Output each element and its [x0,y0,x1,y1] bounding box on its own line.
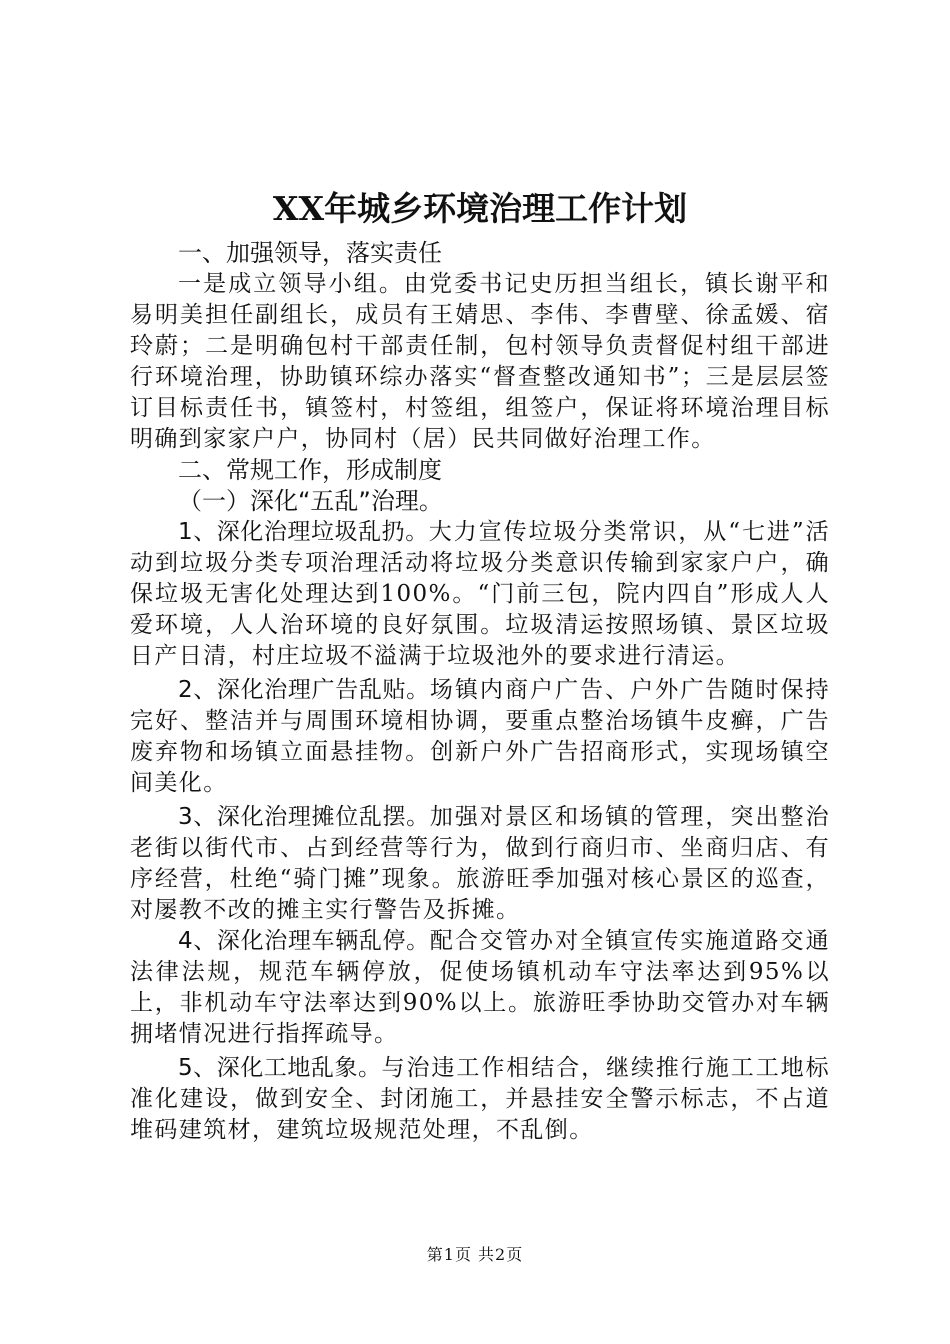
item-paragraph-4 [130,926,830,1050]
document-title: XX年城乡环境治理工作计划 [272,189,688,228]
section-1-heading: 一、加强领导，落实责任 [178,239,442,267]
item-5-lead: 5、深化工地乱象。 [178,1055,382,1081]
section-2-subheading: （一）深化“五乱”治理。 [178,487,443,515]
page-number-footer: 第1页 共2页 [426,1245,524,1264]
item-1-lead: 1、深化治理垃圾乱扔。 [178,519,429,545]
item-3-lead: 3、深化治理摊位乱摆。 [178,804,430,830]
item-paragraph-5 [130,1053,830,1146]
item-2-lead: 2、深化治理广告乱贴。 [178,677,430,703]
item-1-text: 大力宣传垃圾分类常识，从“七进”活动到垃圾分类专项治理活动将垃圾分类意识传输到家家户户，确保垃圾无害化处理达到100%。“门前三包，院内四自”形成人人爱环境，人人治环境的良好氛围。垃圾清运按照场镇、景区垃圾日产日清，村庄垃圾不溢满于垃圾池外的要求进行清运。 [130,519,830,669]
item-5-text: 与治违工作相结合，继续推行施工工地标准化建设，做到安全、封闭施工，并悬挂安全警示标志，不占道堆码建筑材，建筑垃圾规范处理，不乱倒。 [130,1055,831,1143]
section-1-paragraph: 一是成立领导小组。由党委书记史历担当组长，镇长谢平和易明美担任副组长，成员有王婧思、李伟、李曹壁、徐孟媛、宿玲蔚；二是明确包村干部责任制，包村领导负责督促村组干部进行环境治理，协助镇环综办落实“督查整改通知书”；三是层层签订目标责任书，镇签村，村签组，组签户，保证将环境治理目标明确到家家户户，协同村（居）民共同做好治理工作。 [130,271,830,452]
document-body [130,186,830,1146]
item-3-text: 加强对景区和场镇的管理，突出整治老街以街代市、占到经营等行为，做到行商归市、坐商归店、有序经营，杜绝“骑门摊”现象。旅游旺季加强对核心景区的巡查，对屡教不改的摊主实行警告及拆摊。 [130,804,830,923]
item-4-lead: 4、深化治理车辆乱停。 [178,928,430,954]
item-paragraph-2 [130,675,830,799]
item-paragraph-3 [130,802,830,926]
section-2-heading: 二、常规工作，形成制度 [178,456,442,484]
item-4-text: 配合交管办对全镇宣传实施道路交通法律法规，规范车辆停放，促使场镇机动车守法率达到95%以上，非机动车守法率达到90%以上。旅游旺季协助交管办对车辆拥堵情况进行指挥疏导。 [130,928,830,1047]
item-paragraph-1 [130,517,830,672]
item-2-text: 场镇内商户广告、户外广告随时保持完好、整洁并与周围环境相协调，要重点整治场镇牛皮癣，广告废弃物和场镇立面悬挂物。创新户外广告招商形式，实现场镇空间美化。 [130,677,830,796]
